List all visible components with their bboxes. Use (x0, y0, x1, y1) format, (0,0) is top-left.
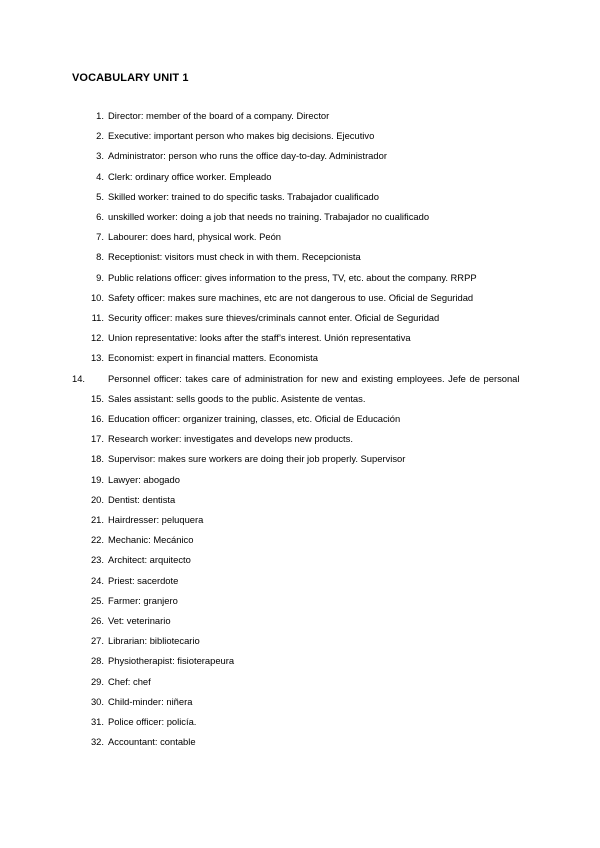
list-item (72, 348, 528, 368)
item-number: 21. (90, 514, 104, 526)
item-number: 7. (96, 231, 104, 243)
item-number: 6. (96, 211, 104, 223)
item-text: Hairdresser: peluquera (108, 514, 204, 526)
item-number: 12. (90, 332, 104, 344)
item-number: 28. (90, 655, 104, 667)
item-number: 24. (90, 574, 104, 586)
list-item (72, 571, 528, 591)
list-item (72, 288, 528, 308)
vocabulary-list (72, 106, 528, 753)
item-number: 13. (90, 352, 104, 364)
list-item (72, 268, 528, 288)
item-number: 11. (91, 312, 104, 324)
list-item (72, 409, 528, 429)
item-text: Union representative: looks after the staff’s interest. Unión representativa (108, 332, 411, 344)
list-item (72, 591, 528, 611)
list-item (72, 126, 528, 146)
item-text: Librarian: bibliotecario (108, 635, 200, 647)
item-number: 29. (90, 675, 104, 687)
item-text: Clerk: ordinary office worker. Empleado (108, 170, 272, 182)
item-text: Physiotherapist: fisioterapeura (108, 655, 235, 667)
item-number: 16. (90, 413, 104, 425)
item-text: Receptionist: visitors must check in with them. Recepcionista (108, 251, 361, 263)
item-number: 20. (90, 493, 104, 505)
item-number: 14. (72, 372, 86, 384)
list-item (72, 389, 528, 409)
list-item (72, 712, 528, 732)
list-item (72, 308, 528, 328)
item-text: Economist: expert in financial matters. Economista (108, 352, 318, 364)
item-text: Administrator: person who runs the office day-to-day. Administrador (108, 150, 387, 162)
item-number: 18. (90, 453, 104, 465)
item-text: Security officer: makes sure thieves/criminals cannot enter. Oficial de Seguridad (108, 312, 440, 324)
list-item (72, 369, 528, 389)
item-text: Accountant: contable (108, 736, 196, 748)
list-item (72, 429, 528, 449)
list-item (72, 510, 528, 530)
item-number: 9. (96, 271, 104, 283)
item-text: Mechanic: Mecánico (108, 534, 194, 546)
item-text: Farmer: granjero (108, 594, 178, 606)
list-item (72, 651, 528, 671)
item-number: 2. (96, 130, 104, 142)
item-text: unskilled worker: doing a job that needs no training. Trabajador no cualificado (108, 211, 430, 223)
item-number: 25. (90, 594, 104, 606)
list-item (72, 187, 528, 207)
item-number: 23. (90, 554, 104, 566)
list-item (72, 227, 528, 247)
item-number: 8. (96, 251, 104, 263)
item-number: 10. (90, 291, 104, 303)
list-item (72, 611, 528, 631)
item-text: Director: member of the board of a company. Director (108, 110, 330, 121)
list-item (72, 146, 528, 166)
item-text: Chef: chef (108, 675, 151, 687)
item-text: Dentist: dentista (108, 493, 176, 505)
item-number: 30. (90, 695, 104, 707)
item-text: Child-minder: niñera (108, 695, 193, 707)
list-item (72, 530, 528, 550)
list-item (72, 550, 528, 570)
list-item (72, 247, 528, 267)
item-text: Police officer: policía. (108, 716, 197, 728)
list-item (72, 631, 528, 651)
list-item (72, 672, 528, 692)
item-number: 31. (90, 716, 104, 728)
item-text: Executive: important person who makes big decisions. Ejecutivo (108, 130, 375, 142)
item-number: 17. (90, 433, 104, 445)
list-item (72, 449, 528, 469)
item-text: Labourer: does hard, physical work. Peón (108, 231, 282, 243)
item-number: 5. (96, 190, 104, 202)
item-text: Personnel officer: takes care of administration for new and existing employees. Jefe de personal (108, 372, 520, 384)
list-item (72, 167, 528, 187)
item-number: 22. (90, 534, 104, 546)
item-text: Supervisor: makes sure workers are doing their job properly. Supervisor (108, 453, 406, 465)
list-item (72, 106, 528, 126)
list-item (72, 470, 528, 490)
item-text: Architect: arquitecto (108, 554, 191, 566)
item-number: 32. (90, 736, 104, 748)
list-item (72, 490, 528, 510)
item-number: 19. (90, 473, 104, 485)
item-number: 15. (90, 392, 104, 404)
list-item (72, 328, 528, 348)
item-text: Priest: sacerdote (108, 574, 179, 586)
item-number: 26. (90, 615, 104, 627)
item-number: 1. (96, 110, 104, 121)
item-text: Sales assistant: sells goods to the public. Asistente de ventas. (108, 392, 366, 404)
list-item (72, 732, 528, 752)
item-text: Lawyer: abogado (108, 473, 180, 485)
item-text: Skilled worker: trained to do specific tasks. Trabajador cualificado (108, 190, 379, 202)
list-item (72, 207, 528, 227)
item-text: Public relations officer: gives information to the press, TV, etc. about the company. RRPP (108, 271, 477, 283)
page-title: VOCABULARY UNIT 1 (72, 72, 189, 84)
item-text: Education officer: organizer training, classes, etc. Oficial de Educación (108, 413, 401, 425)
item-number: 3. (96, 150, 104, 162)
item-text: Vet: veterinario (108, 615, 171, 627)
item-text: Safety officer: makes sure machines, etc are not dangerous to use. Oficial de Seguridad (108, 291, 474, 303)
item-number: 4. (96, 170, 104, 182)
list-item (72, 692, 528, 712)
item-text: Research worker: investigates and develops new products. (108, 433, 353, 445)
item-number: 27. (90, 635, 104, 647)
